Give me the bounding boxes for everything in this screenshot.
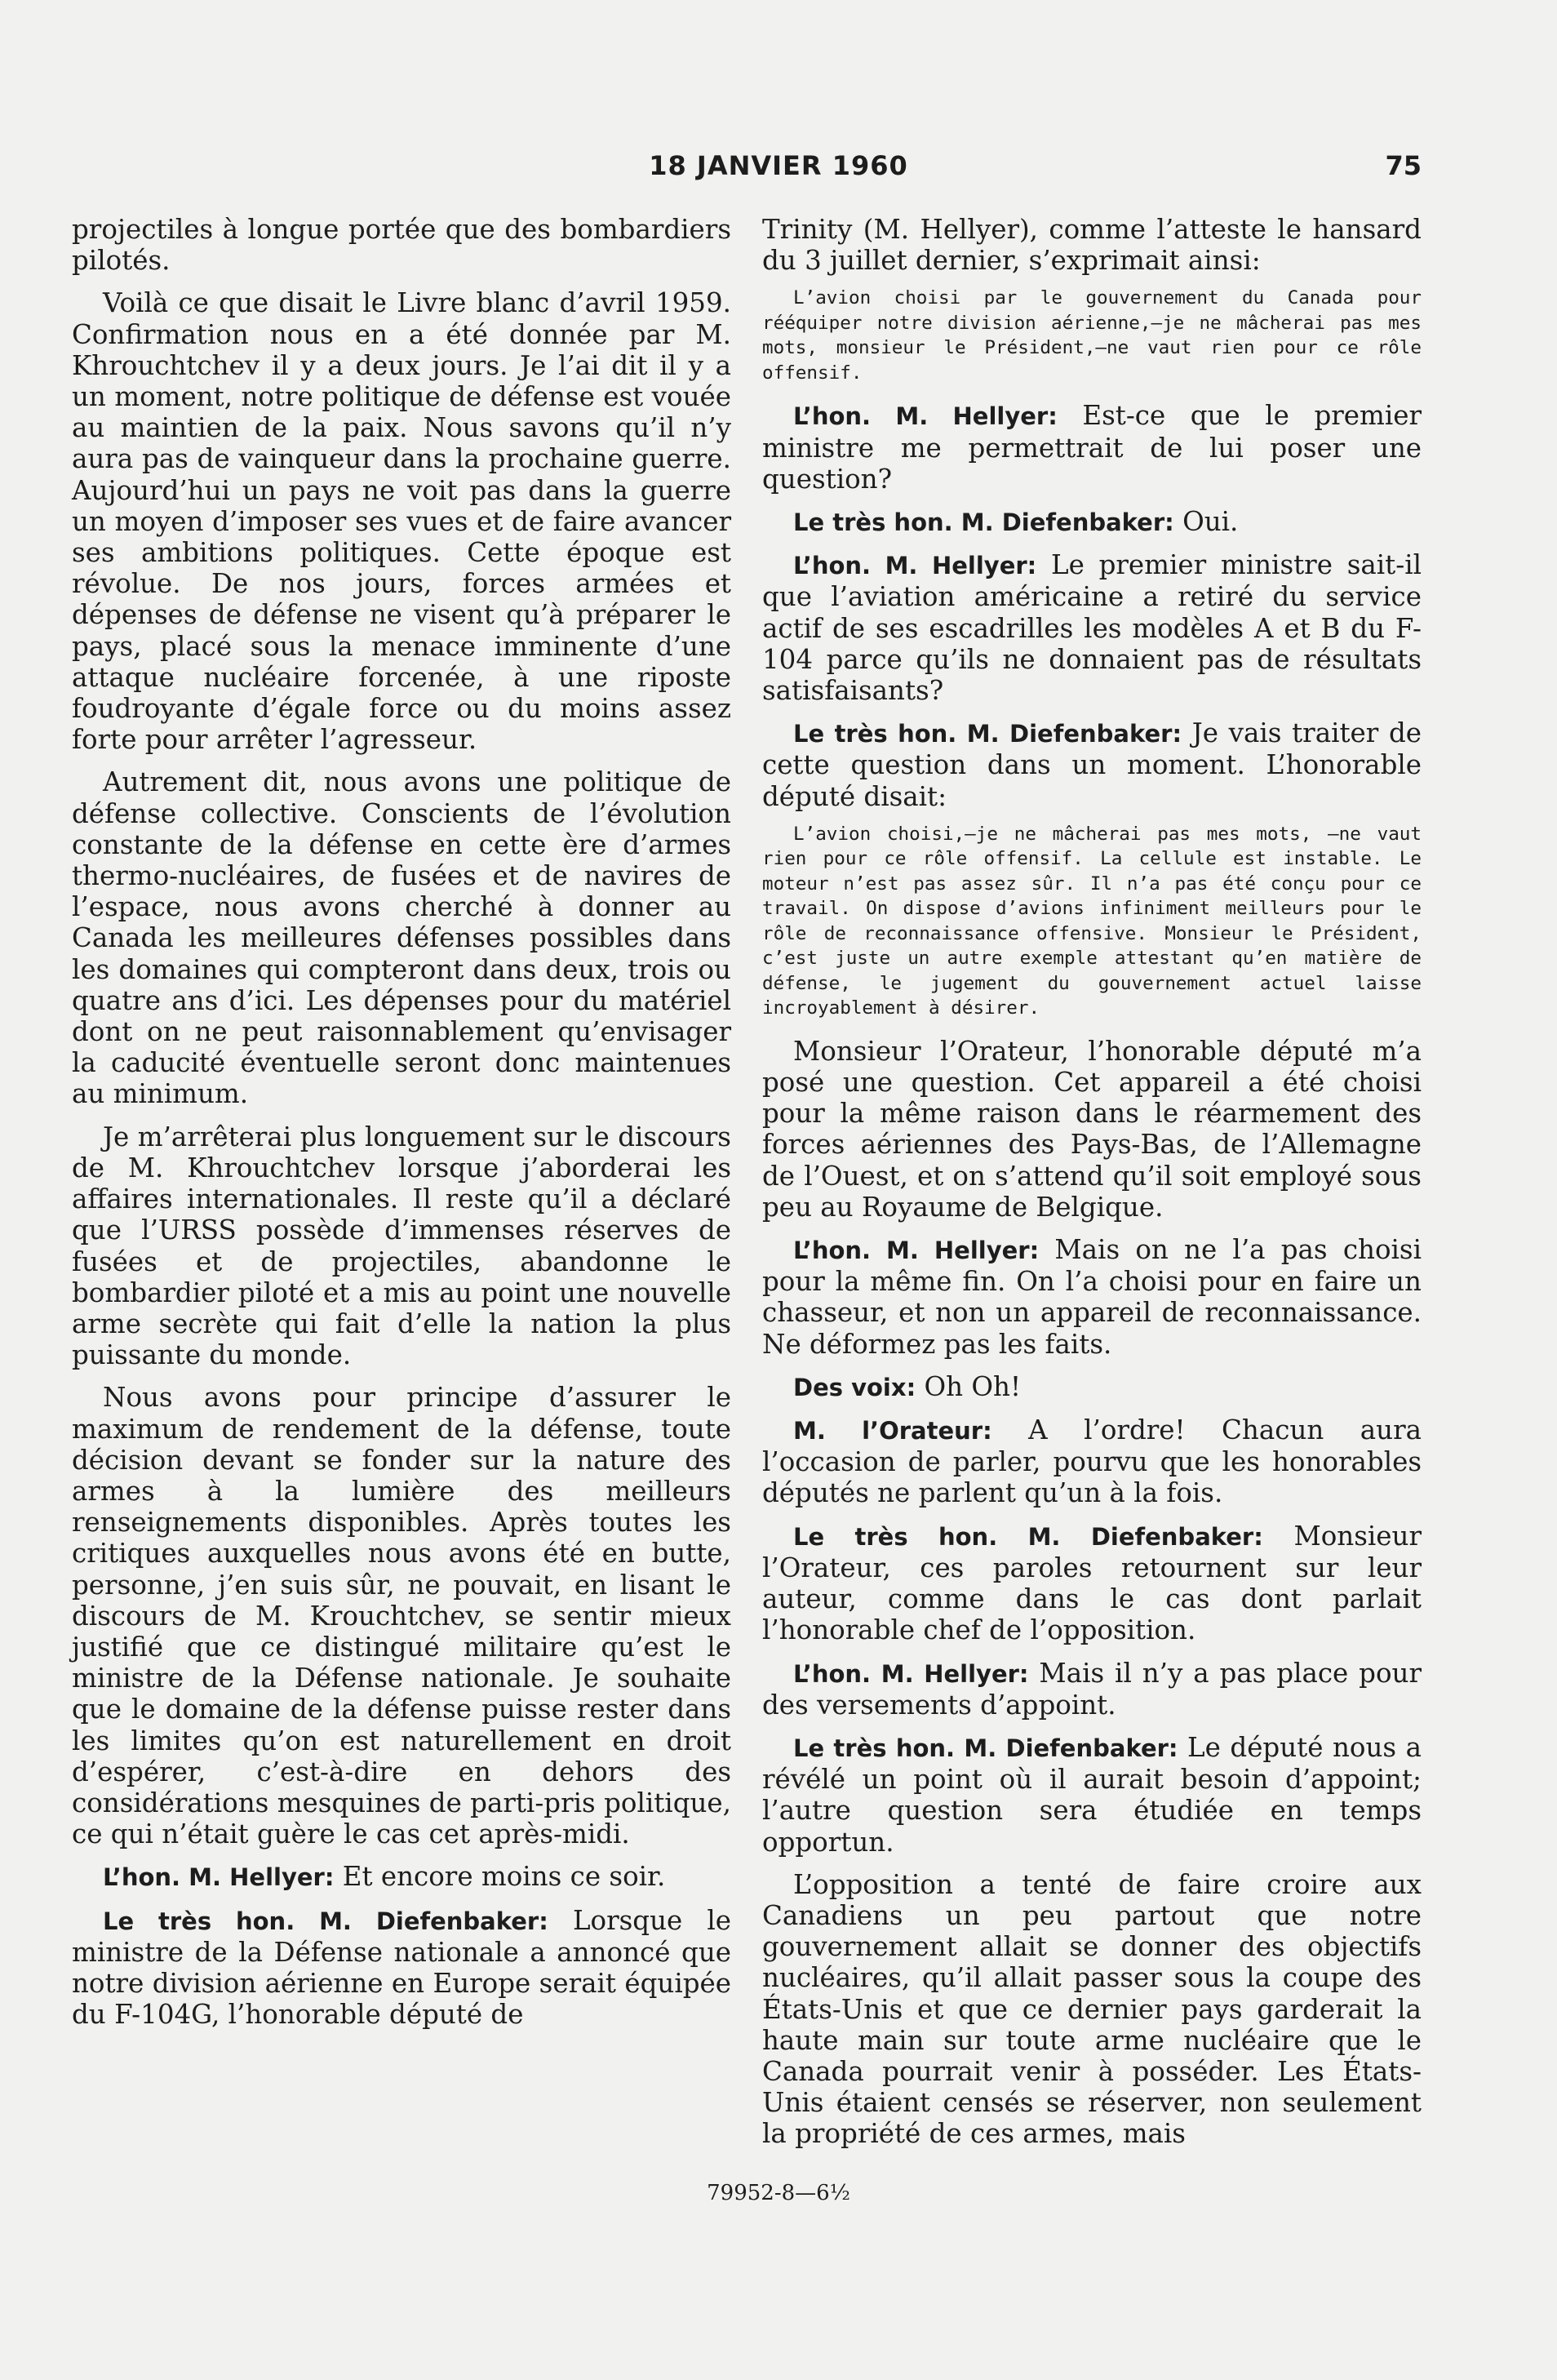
paragraph: Monsieur l’Orateur, l’honorable député m’a posé une question. Cet appareil a été choisi pour la même raison dans le réarmement des forces aériennes des Pays-Bas, de l’Allemagne de l’Ouest, et on s’attend qu’il soit employé sous peu au Royaume de Belgique. xyxy=(762,1035,1422,1223)
speech-paragraph xyxy=(762,400,1422,495)
speech-text: Oh Oh! xyxy=(916,1370,1022,1402)
speech-text: Le premier ministre sait-il que l’aviation américaine a retiré du service actif de ses escadrilles les modèles A et B du F-104 parce qu’ils ne donnaient pas de résultats satisfaisants? xyxy=(762,549,1422,707)
speech-text: A l’ordre! Chacun aura l’occasion de parler, pourvu que les honorables députés ne parlent qu’un à la fois. xyxy=(762,1414,1422,1509)
paragraph: Nous avons pour principe d’assurer le maximum de rendement de la défense, toute décision devant se fonder sur la nature des armes à la lumière des meilleurs renseignements disponibles. Après toutes les critiques auxquelles nous avons été en butte, personne, j’en suis sûr, ne pouvait, en lisant le discours de M. Krouchtchev, se sentir mieux justifié que ce distingué militaire qu’est le ministre de la Défense nationale. Je souhaite que le domaine de la défense puisse rester dans les limites qu’on est naturellement en droit d’espérer, c’est-à-dire en dehors des considérations mesquines de parti-pris politique, ce qui n’était guère le cas cet après-midi. xyxy=(72,1382,731,1850)
speech-text: Monsieur l’Orateur, ces paroles retournent sur leur auteur, comme dans le cas dont parlait l’honorable chef de l’opposition. xyxy=(762,1520,1422,1646)
speech-text: Est-ce que le premier ministre me permettrait de lui poser une question? xyxy=(762,400,1422,495)
speaker-name: M. l’Orateur: xyxy=(793,1417,992,1445)
left-column xyxy=(72,214,731,2030)
speech-paragraph xyxy=(762,1521,1422,1646)
speech-text: Oui. xyxy=(1173,506,1239,538)
speaker-name: L’hon. M. Hellyer: xyxy=(793,1237,1040,1265)
speech-paragraph xyxy=(762,1732,1422,1858)
right-column xyxy=(762,214,1422,2150)
paragraph: Autrement dit, nous avons une politique de défense collective. Conscients de l’évolution constante de la défense en cette ère d’armes thermo-nucléaires, de fusées et de navires de l’espace, nous avons cherché à donner au Canada les meilleures défenses possibles dans les domaines qui compteront dans deux, trois ou quatre ans d’ici. Les dépenses pour du matériel dont on ne peut raisonnablement qu’envisager la caducité éventuelle seront donc maintenues au minimum. xyxy=(72,766,731,1110)
speech-paragraph xyxy=(762,717,1422,812)
speaker-name: L’hon. M. Hellyer: xyxy=(103,1863,335,1892)
speech-paragraph xyxy=(762,1371,1422,1403)
paragraph: Je m’arrêterai plus longuement sur le discours de M. Khrouchtchev lorsque j’aborderai les affaires internationales. Il reste qu’il a déclaré que l’URSS possède d’immenses réserves de fusées et de projectiles, abandonne le bombardier piloté et a mis au point une nouvelle arme secrète qui fait d’elle la nation la plus puissante du monde. xyxy=(72,1121,731,1371)
speech-text: Je vais traiter de cette question dans un moment. L’honorable député disait: xyxy=(762,717,1422,812)
page-footer-code: 79952-8—6½ xyxy=(707,2181,850,2205)
paragraph: projectiles à longue portée que des bombardiers pilotés. xyxy=(72,214,731,277)
paragraph: Trinity (M. Hellyer), comme l’atteste le hansard du 3 juillet dernier, s’exprimait ainsi: xyxy=(762,214,1422,277)
speech-paragraph xyxy=(762,1414,1422,1509)
speaker-name: Des voix: xyxy=(793,1373,916,1401)
speech-paragraph xyxy=(762,1234,1422,1360)
speaker-name: Le très hon. M. Diefenbaker: xyxy=(793,720,1182,748)
paragraph: Voilà ce que disait le Livre blanc d’avril 1959. Confirmation nous en a été donnée par M. Khrouchtchev il y a deux jours. Je l’ai dit il y a un moment, notre politique de défense est vouée au maintien de la paix. Nous savons qu’il n’y aura pas de vainqueur dans la prochaine guerre. Aujourd’hui un pays ne voit pas dans la guerre un moyen d’imposer ses vues et de faire avancer ses ambitions politiques. Cette époque est révolue. De nos jours, forces armées et dépenses de défense ne visent qu’à préparer le pays, placé sous la menace imminente d’une attaque nucléaire forcenée, à une riposte foudroyante d’égale force ou du moins assez forte pour arrêter l’agresseur. xyxy=(72,287,731,756)
speech-paragraph xyxy=(72,1861,731,1893)
speaker-name: L’hon. M. Hellyer: xyxy=(793,402,1058,431)
speaker-name: L’hon. M. Hellyer: xyxy=(793,552,1037,580)
speech-text: Mais on ne l’a pas choisi pour la même fin. On l’a choisi pour en faire un chasseur, et non un appareil de reconnaissance. Ne déformez pas les faits. xyxy=(762,1234,1422,1360)
speech-text: Le député nous a révélé un point où il aurait besoin d’appoint; l’autre question sera étudiée en temps opportun. xyxy=(762,1731,1422,1858)
speaker-name: Le très hon. M. Diefenbaker: xyxy=(793,1522,1263,1551)
page-date-header: 18 JANVIER 1960 xyxy=(649,150,908,181)
speech-paragraph xyxy=(762,506,1422,538)
speaker-name: Le très hon. M. Diefenbaker: xyxy=(793,1734,1178,1762)
paragraph: L’opposition a tenté de faire croire aux Canadiens un peu partout que notre gouvernement allait se donner des objectifs nucléaires, qu’il allait passer sous la coupe des États-Unis et que ce dernier pays garderait la haute main sur toute arme nucléaire que le Canada pourrait venir à posséder. Les États-Unis étaient censés se réserver, non seulement la propriété de ces armes, mais xyxy=(762,1868,1422,2150)
page-number: 75 xyxy=(1385,150,1422,181)
speech-text: Et encore moins ce soir. xyxy=(334,1861,666,1893)
speech-paragraph xyxy=(762,549,1422,706)
speech-paragraph xyxy=(72,1905,731,2031)
speech-text: Lorsque le ministre de la Défense nationale a annoncé que notre division aérienne en Europe serait équipée du F-104G, l’honorable député de xyxy=(72,1904,732,2031)
speech-paragraph xyxy=(762,1658,1422,1721)
quotation: L’avion choisi par le gouvernement du Canada pour rééquiper notre division aérienne,—je ne mâcherai pas mes mots, monsieur le Président,—ne vaut rien pour ce rôle offensif. xyxy=(762,287,1422,384)
speaker-name: L’hon. M. Hellyer: xyxy=(793,1659,1029,1688)
speech-text: Mais il n’y a pas place pour des versements d’appoint. xyxy=(762,1657,1422,1721)
speaker-name: Le très hon. M. Diefenbaker: xyxy=(793,508,1174,537)
quotation: L’avion choisi,—je ne mâcherai pas mes mots, —ne vaut rien pour ce rôle offensif. La cellule est instable. Le moteur n’est pas assez sûr. Il n’a pas été conçu pour ce travail. On dispose d’avions infiniment meilleurs pour le rôle de reconnaissance offensive. Monsieur le Président, c’est juste un autre exemple attestant qu’en matière de défense, le jugement du gouvernement actuel laisse incroyablement à désirer. xyxy=(762,823,1422,1019)
speaker-name: Le très hon. M. Diefenbaker: xyxy=(103,1907,548,1935)
